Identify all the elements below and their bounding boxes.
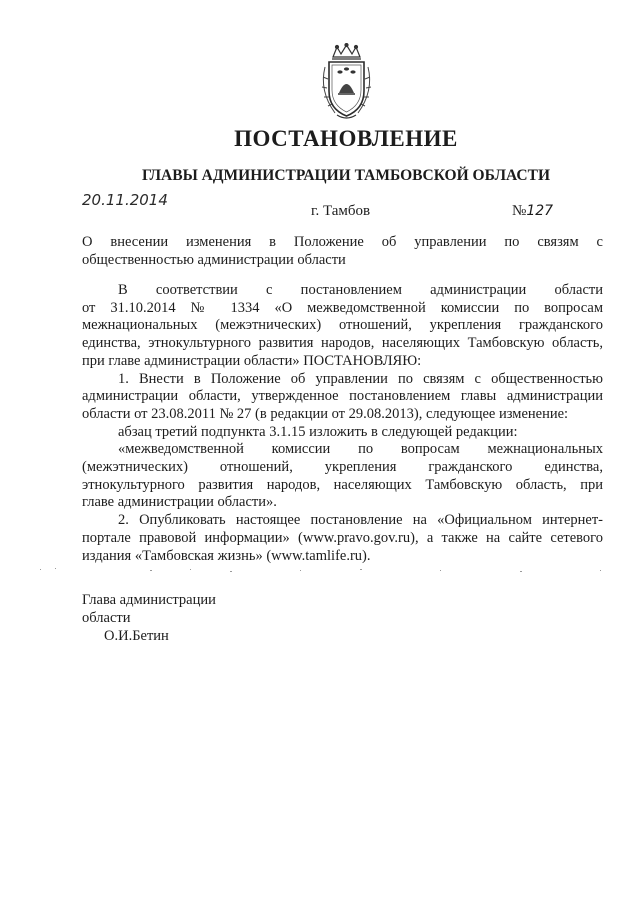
subject-line: О внесении изменения в Положение об управлении по связям с [82, 234, 603, 250]
paragraph-5 [82, 512, 603, 565]
paragraph-1 [82, 282, 603, 371]
text-line: 1. Внести в Положение об управлении по связям с общественностью [118, 370, 603, 387]
text-line: В соответствии с постановлением администрации области [118, 282, 603, 298]
paragraph-4 [82, 441, 603, 512]
text-line: межнациональных (межэтнических) отношений, укрепления гражданского [82, 317, 603, 334]
signatory-position: Глава администрации [82, 592, 216, 608]
text-line: единства, этнокультурного развития народов, населяющих Тамбовскую область, [82, 335, 603, 352]
text-line: 2. Опубликовать настоящее постановление на «Официальном интернет- [118, 512, 603, 529]
document-title: ПОСТАНОВЛЕНИЕ [234, 126, 458, 151]
text-line: области от 23.08.2011 № 27 (в редакции от 29.08.2013), следующее изменение: [82, 405, 569, 422]
text-line: портале правовой информации» (www.pravo.gov.ru), а также на сайте сетевого [82, 529, 603, 546]
text-line: этнокультурного развития народов, населяющих Тамбовскую область, при [82, 476, 603, 493]
text-line: от 31.10.2014 № 1334 «О межведомственной комиссии по вопросам [82, 299, 603, 316]
signatory-name: О.И.Бетин [104, 628, 169, 644]
text-line: «межведомственной комиссии по вопросам межнациональных [118, 441, 603, 458]
document-city: г. Тамбов [311, 203, 371, 219]
document-subtitle: ГЛАВЫ АДМИНИСТРАЦИИ ТАМБОВСКОЙ ОБЛАСТИ [141, 167, 551, 184]
document-number [512, 203, 553, 220]
document-subject [82, 234, 603, 269]
text-line: при главе администрации области» ПОСТАНОВЛЯЮ: [82, 352, 422, 369]
text-line: администрации области, утвержденное постановлением главы администрации [82, 388, 603, 405]
number-prefix: № [512, 203, 527, 219]
subject-line: общественностью администрации области [82, 251, 346, 268]
text-line: (межэтнических) отношений, укрепления гражданского единства, [82, 459, 603, 476]
paragraph-2 [82, 371, 603, 424]
document-date: 20.11.2014 [82, 191, 168, 209]
text-line: издания «Тамбовская жизнь» (www.tamlife.ru). [82, 547, 371, 564]
number-value: 127 [526, 203, 554, 219]
paragraph-3: абзац третий подпункта 3.1.15 изложить в следующей редакции: [118, 423, 518, 440]
signature-block [82, 591, 216, 645]
scan-noise [0, 565, 640, 575]
coat-of-arms-emblem [311, 43, 382, 121]
signatory-position-line2: области О.И.Бетин [82, 609, 216, 645]
text-line: главе администрации области». [82, 494, 277, 511]
document-body [82, 282, 603, 565]
